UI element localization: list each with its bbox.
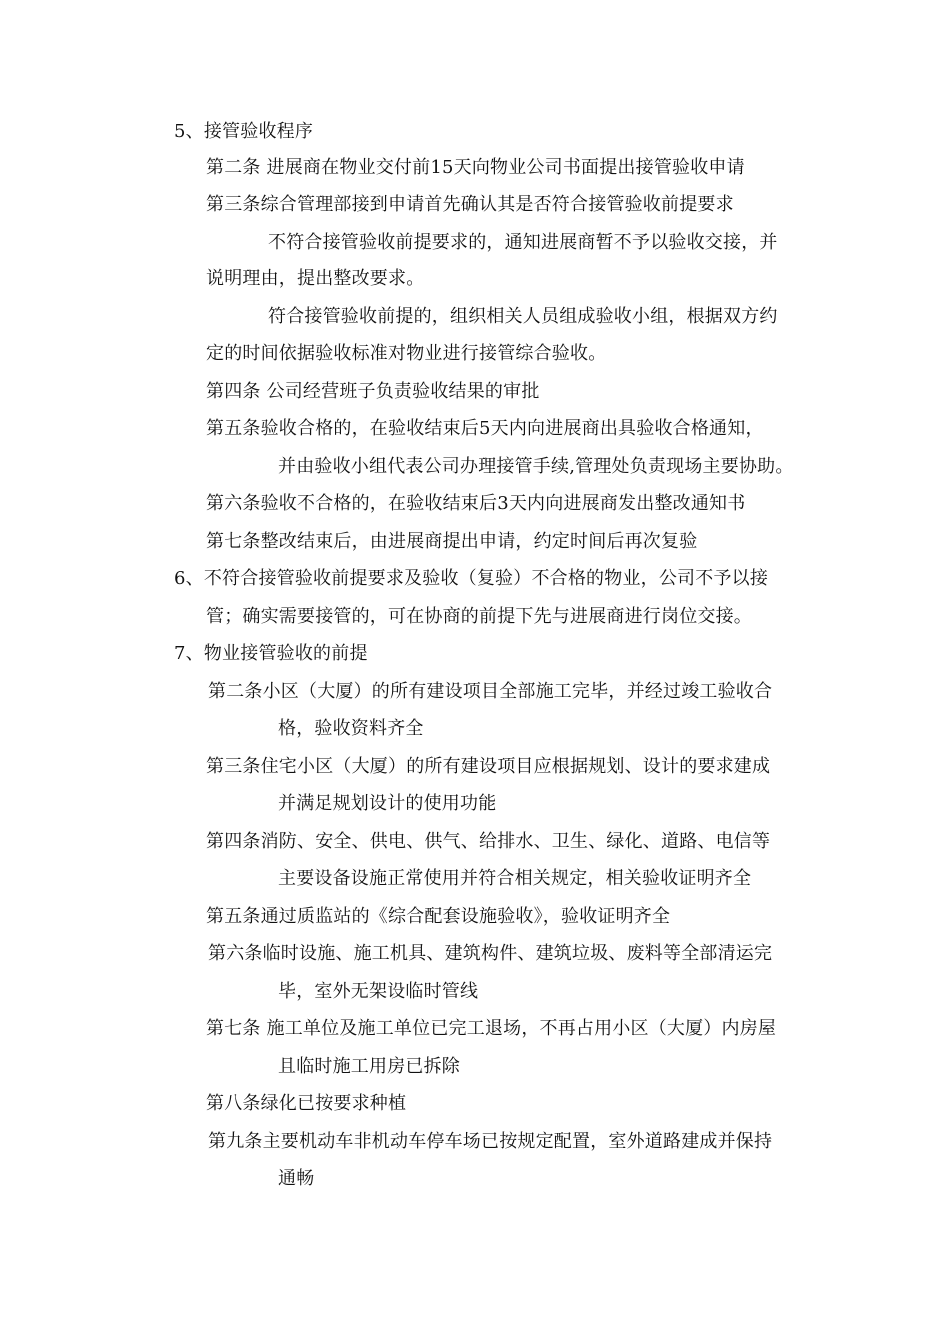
article-line: 第七条 施工单位及施工单位已完工退场，不再占用小区（大厦）内房屋 [206, 1018, 777, 1039]
article-line: 第五条通过质监站的《综合配套设施验收》，验收证明齐全 [206, 906, 671, 927]
article-line: 第三条住宅小区（大厦）的所有建设项目应根据规划、设计的要求建成 [206, 756, 771, 777]
article-line: 第六条验收不合格的，在验收结束后3天内向进展商发出整改通知书 [206, 493, 746, 514]
section-heading-6: 6、不符合接管验收前提要求及验收（复验）不合格的物业，公司不予以接 [174, 568, 769, 589]
article-line: 第四条 公司经营班子负责验收结果的审批 [206, 381, 540, 402]
paragraph-line: 定的时间依据验收标准对物业进行接管综合验收。 [206, 343, 607, 364]
section-heading-7: 7、物业接管验收的前提 [174, 643, 368, 664]
article-continuation: 通畅 [278, 1168, 315, 1189]
article-line: 第五条验收合格的，在验收结束后5天内向进展商出具验收合格通知， [206, 418, 764, 439]
article-continuation: 并满足规划设计的使用功能 [278, 793, 497, 814]
article-continuation: 主要设备设施正常使用并符合相关规定，相关验收证明齐全 [278, 868, 752, 889]
article-line: 第九条主要机动车非机动车停车场已按规定配置，室外道路建成并保持 [208, 1131, 773, 1152]
article-line: 第二条小区（大厦）的所有建设项目全部施工完毕，并经过竣工验收合 [208, 681, 773, 702]
article-line: 第二条 进展商在物业交付前15天向物业公司书面提出接管验收申请 [206, 157, 745, 178]
section-heading-5: 5、接管验收程序 [174, 121, 314, 142]
article-continuation: 毕，室外无架设临时管线 [278, 981, 479, 1002]
article-line: 第三条综合管理部接到申请首先确认其是否符合接管验收前提要求 [206, 194, 734, 215]
article-line: 第七条整改结束后，由进展商提出申请，约定时间后再次复验 [206, 531, 698, 552]
paragraph-line: 符合接管验收前提的，组织相关人员组成验收小组，根据双方约 [268, 306, 778, 327]
paragraph-line: 不符合接管验收前提要求的，通知进展商暂不予以验收交接，并 [268, 232, 778, 253]
article-continuation: 且临时施工用房已拆除 [278, 1056, 460, 1077]
paragraph-line: 说明理由，提出整改要求。 [206, 268, 425, 289]
article-line: 第八条绿化已按要求种植 [206, 1093, 407, 1114]
paragraph-line: 管；确实需要接管的，可在协商的前提下先与进展商进行岗位交接。 [206, 606, 752, 627]
article-continuation: 格，验收资料齐全 [278, 718, 424, 739]
article-continuation: 并由验收小组代表公司办理接管手续,管理处负责现场主要协助。 [278, 456, 794, 477]
article-line: 第六条临时设施、施工机具、建筑构件、建筑垃圾、废料等全部清运完 [208, 943, 773, 964]
article-line: 第四条消防、安全、供电、供气、给排水、卫生、绿化、道路、电信等 [206, 831, 771, 852]
